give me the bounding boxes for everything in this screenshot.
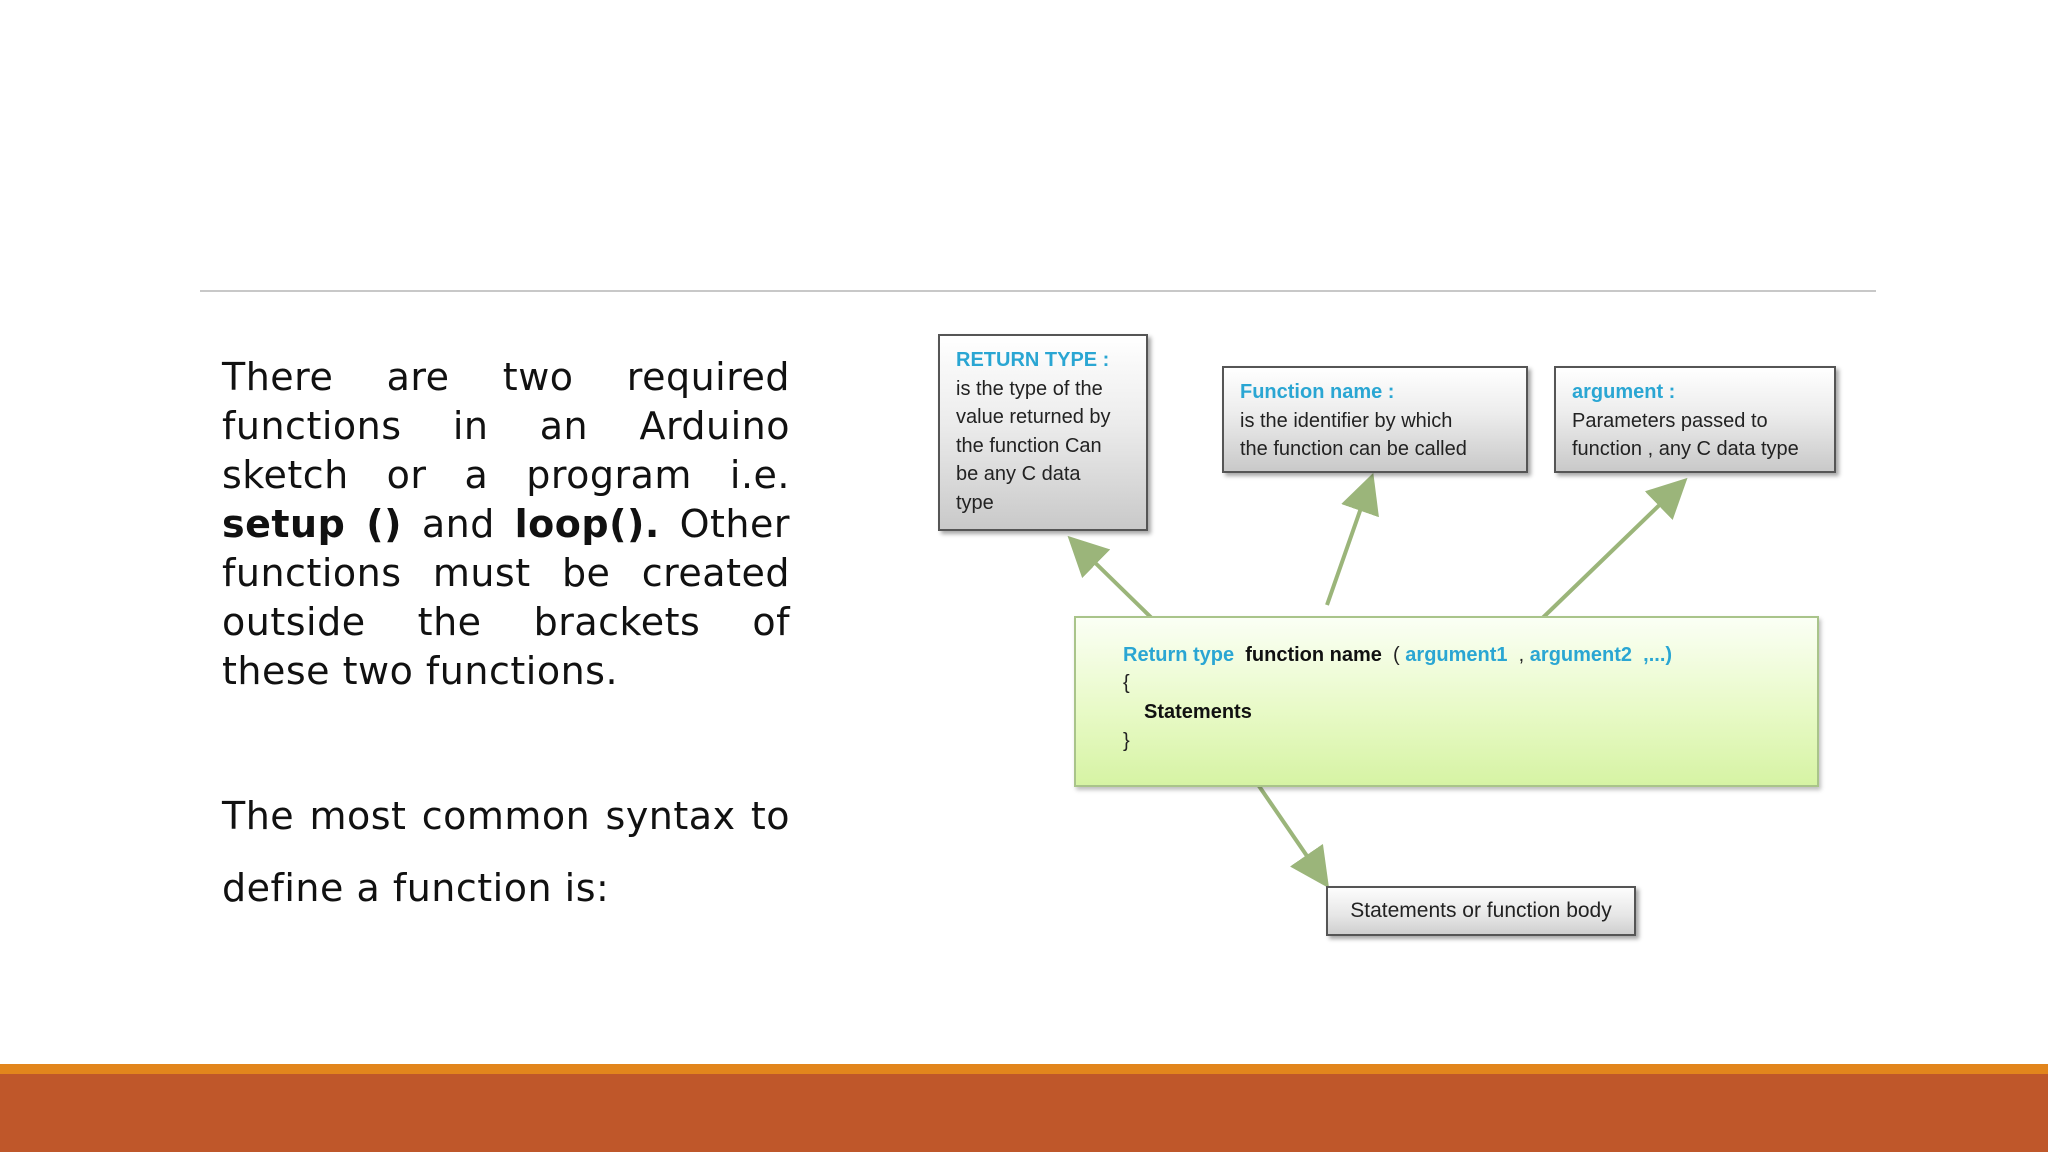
loop-keyword: loop(). <box>514 502 660 546</box>
arrow-function-name <box>1327 488 1368 605</box>
code-close-brace: } <box>1123 730 1130 752</box>
paragraph-text-2: Other functions must be created outside the brackets of these two functions. <box>222 502 790 693</box>
return-type-line: type <box>956 491 994 514</box>
paragraph-syntax: The most common syntax to define a function is: <box>222 794 790 910</box>
code-open-paren: ( <box>1393 644 1400 666</box>
footer-accent-stripe <box>0 1064 2048 1074</box>
paragraph-text-1: There are two required functions in an Arduino sketch or a program i.e. <box>222 355 790 497</box>
arrow-argument <box>1527 489 1676 633</box>
return-type-line: be any C data <box>956 463 1081 485</box>
code-open-brace: { <box>1123 672 1130 694</box>
function-name-heading: Function name : <box>1240 381 1395 403</box>
code-statements: Statements <box>1144 701 1252 723</box>
argument-line: Parameters passed to <box>1572 409 1768 432</box>
code-rest: ,...) <box>1643 644 1673 666</box>
function-name-line: the function can be called <box>1240 438 1467 460</box>
return-type-heading: RETURN TYPE : <box>956 349 1110 371</box>
setup-keyword: setup () <box>222 502 403 546</box>
function-name-line: is the identifier by which <box>1240 409 1453 432</box>
return-type-line: the function Can <box>956 434 1102 457</box>
argument-line: function , any C data type <box>1572 438 1799 460</box>
function-body-box: Statements or function body <box>1326 886 1636 936</box>
function-name-box <box>1222 366 1528 473</box>
code-argument2: argument2 <box>1529 644 1633 666</box>
return-type-box <box>938 334 1148 531</box>
code-comma: , <box>1518 644 1525 666</box>
argument-heading: argument : <box>1572 381 1676 403</box>
code-return-type: Return type <box>1123 644 1235 666</box>
argument-box <box>1554 366 1836 473</box>
paragraph-and: and <box>402 502 515 546</box>
footer-bar <box>0 1074 2048 1152</box>
code-argument1: argument1 <box>1405 644 1508 666</box>
function-syntax-box <box>1074 616 1819 787</box>
code-function-name: function name <box>1245 644 1382 666</box>
signature-line <box>1123 644 1672 667</box>
return-type-line: is the type of the <box>956 377 1103 400</box>
return-type-line: value returned by <box>956 406 1111 428</box>
